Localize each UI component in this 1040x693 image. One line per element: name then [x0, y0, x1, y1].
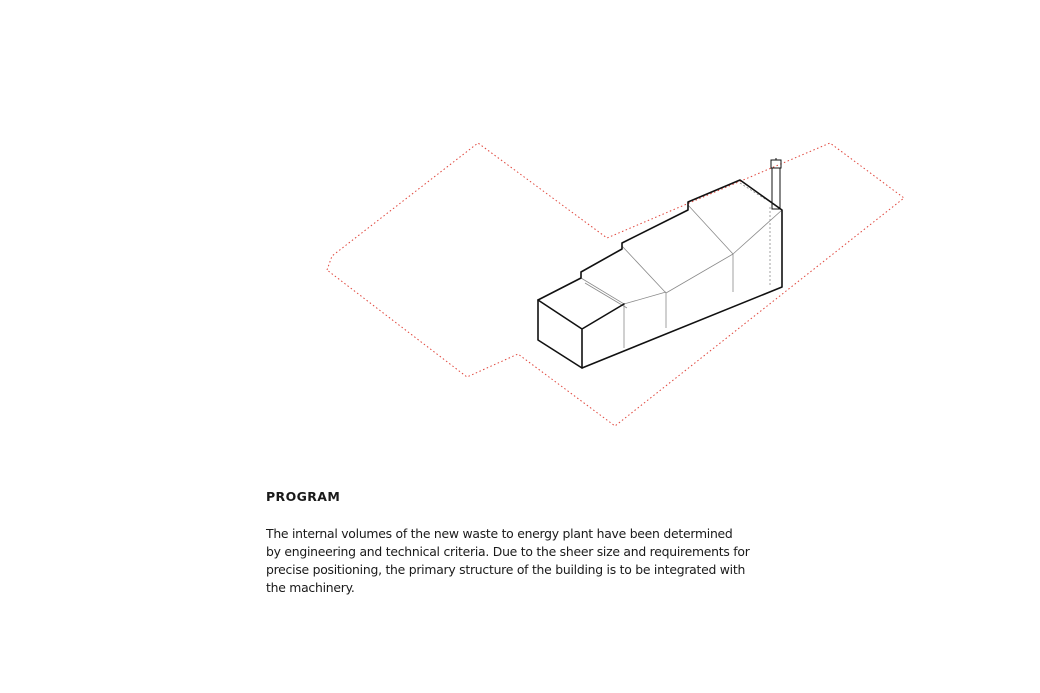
building-outline: [538, 180, 782, 368]
description-line-4: the machinery.: [266, 580, 355, 595]
description-line-2: by engineering and technical criteria. Due to the sheer size and requirements for: [266, 544, 750, 559]
site-boundary: [327, 143, 904, 426]
chimney: [771, 158, 781, 209]
step-edges: [581, 205, 782, 348]
upper-step-edges: [666, 254, 733, 293]
description-line-3: precise positioning, the primary structure of the building is to be integrated with: [266, 562, 746, 577]
program-description: [266, 488, 786, 597]
building-volume: [538, 158, 782, 368]
section-heading: PROGRAM: [266, 489, 341, 504]
description-line-1: The internal volumes of the new waste to energy plant have been determined: [266, 526, 733, 541]
front-vertical-edge: [538, 300, 624, 368]
